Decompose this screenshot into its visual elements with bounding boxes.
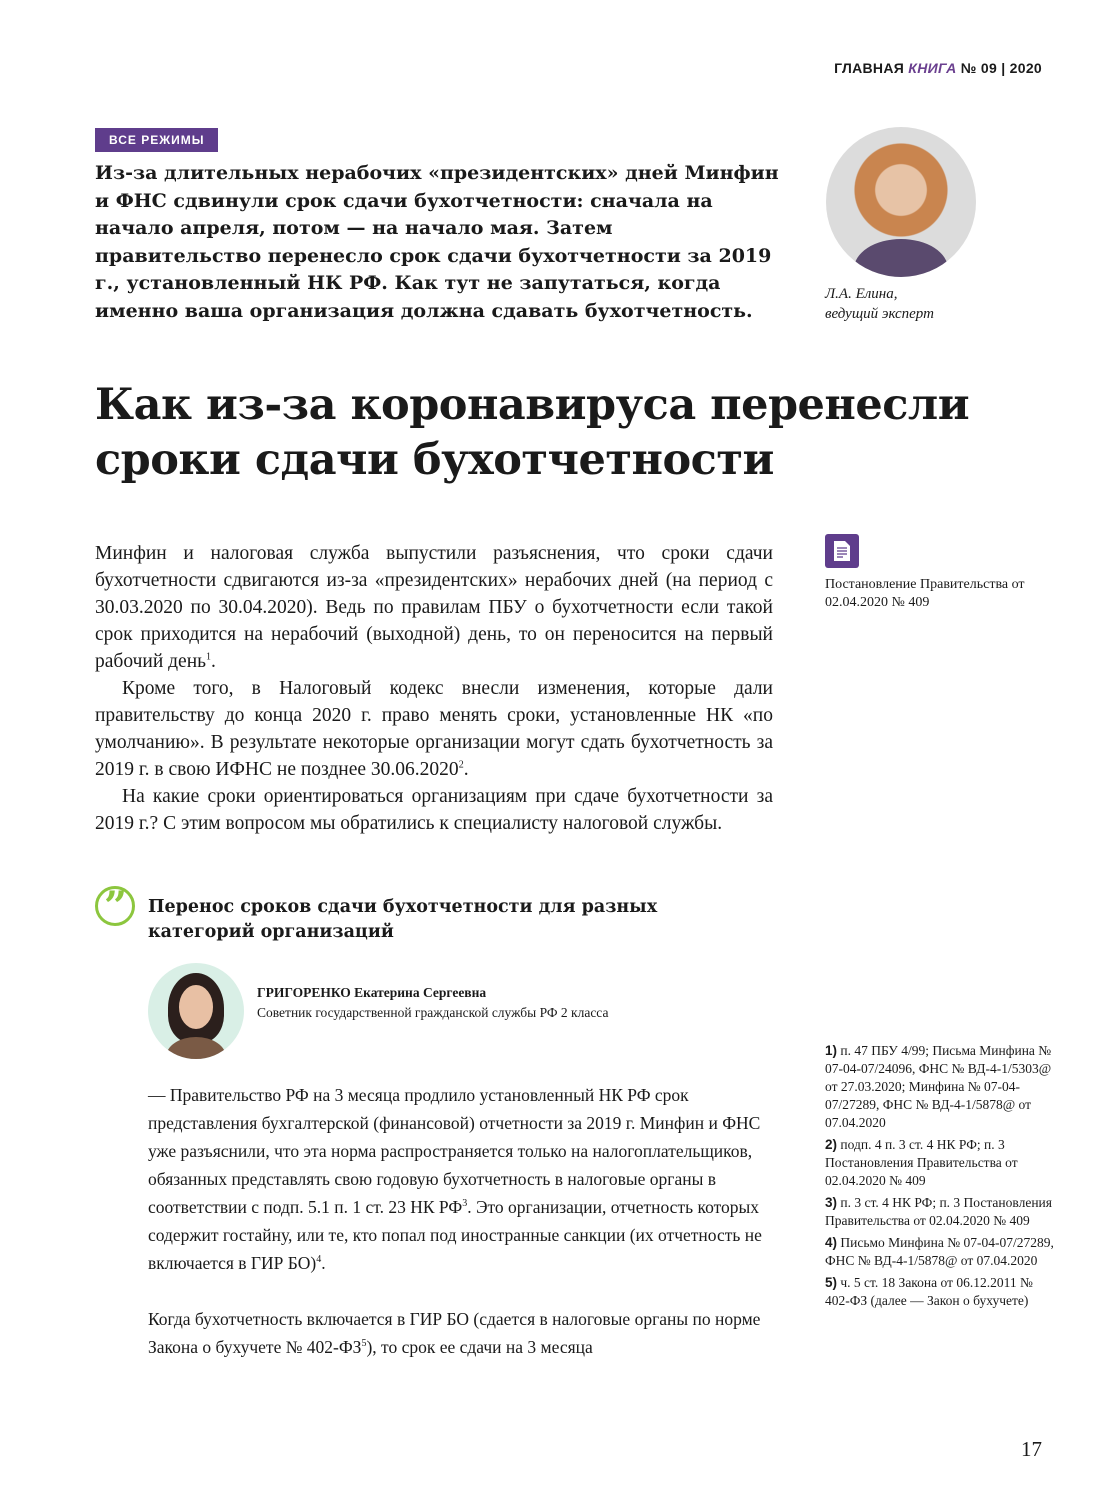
- footnote-number: 1): [825, 1043, 838, 1058]
- answer-text: Когда бухотчетность включается в ГИР БО (сдается в налоговые органы по норме Закона о бухучете № 402-ФЗ: [148, 1309, 761, 1357]
- footnote-text: п. 3 ст. 4 НК РФ; п. 3 Постановления Правительства от 02.04.2020 № 409: [825, 1195, 1052, 1228]
- footnote-ref-2[interactable]: 2: [458, 759, 464, 771]
- footnote: [825, 1234, 1055, 1270]
- expert-name: ГРИГОРЕНКО Екатерина Сергеевна: [257, 985, 487, 1000]
- footnote: [825, 1274, 1055, 1310]
- document-icon: [825, 534, 859, 568]
- footnote-ref-3[interactable]: 3: [462, 1198, 468, 1210]
- author-photo: [826, 127, 976, 277]
- magazine-name: ГЛАВНАЯ: [834, 60, 905, 76]
- footnote-number: 5): [825, 1275, 838, 1290]
- masthead: [834, 60, 1042, 76]
- body-text: .: [211, 651, 216, 672]
- expert-role: Советник государственной гражданской службы РФ 2 класса: [257, 1005, 609, 1020]
- footnote-number: 3): [825, 1195, 838, 1210]
- sidebar-document-note: Постановление Правительства от 02.04.2020 № 409: [825, 577, 1025, 610]
- issue-number: № 09 | 2020: [960, 60, 1042, 76]
- footnote-number: 2): [825, 1137, 838, 1152]
- footnote-text: подп. 4 п. 3 ст. 4 НК РФ; п. 3 Постановления Правительства от 02.04.2020 № 409: [825, 1137, 1018, 1188]
- answer-paragraph-2: [148, 1305, 766, 1361]
- footnote: [825, 1194, 1055, 1230]
- footnote: [825, 1042, 1055, 1132]
- footnote-ref-5[interactable]: 5: [361, 1338, 367, 1350]
- footnote-ref-1[interactable]: 1: [206, 651, 212, 663]
- magazine-name-accent: КНИГА: [908, 60, 957, 76]
- article-headline: Как из-за коронавируса перенесли сроки сдачи бухотчетности: [95, 380, 970, 485]
- body-paragraph-1: [95, 540, 773, 675]
- answer-text: ), то срок ее сдачи на 3 месяца: [366, 1337, 593, 1357]
- footnote-text: ч. 5 ст. 18 Закона от 06.12.2011 № 402-ФЗ (далее — Закон о бухучете): [825, 1275, 1033, 1308]
- category-tag: ВСЕ РЕЖИМЫ: [95, 128, 218, 152]
- article-body: [95, 540, 773, 837]
- author-role: ведущий эксперт: [825, 306, 934, 322]
- answer-paragraph-1: [148, 1081, 766, 1277]
- section-title: Перенос сроков сдачи бухотчетности для разных категорий организаций: [148, 897, 658, 942]
- footnotes: [825, 1042, 1055, 1314]
- footnote-ref-4[interactable]: 4: [316, 1254, 322, 1266]
- body-text: Минфин и налоговая служба выпустили разъяснения, что сроки сдачи бухотчетности сдвигаются из-за «президентских» нерабочих дней (на период с 30.03.2020 по 30.04.2020). Ведь по правилам ПБУ о бухотчетности если такой срок приходится на нерабочий (выходной) день, то он переносится на первый рабочий день: [95, 543, 773, 672]
- page-number: 17: [1021, 1437, 1042, 1461]
- footnote-text: Письмо Минфина № 07-04-07/27289, ФНС № ВД-4-1/5878@ от 07.04.2020: [825, 1235, 1054, 1268]
- footnote-text: п. 47 ПБУ 4/99; Письма Минфина № 07-04-07/24096, ФНС № ВД-4-1/5303@ от 27.03.2020; Минфина № 07-04-07/27289, ФНС № ВД-4-1/5878@ от 07.04.2020: [825, 1043, 1052, 1130]
- answer-text: — Правительство РФ на 3 месяца продлило установленный НК РФ срок представления бухгалтерской (финансовой) отчетности за 2019 г. Минфин и ФНС уже разъяснили, что эта норма распространяется только на налогоплательщиков, обязанных представлять свою годовую бухотчетность в налоговые органы в соответствии с подп. 5.1 п. 1 ст. 23 НК РФ: [148, 1085, 761, 1217]
- expert-photo: [148, 963, 244, 1059]
- body-text: Кроме того, в Налоговый кодекс внесли изменения, которые дали правительству до конца 2020 г. право менять сроки, установленные НК «по умолчанию». В результате некоторые организации могут сдать бухотчетность за 2019 г. в свою ИФНС не позднее 30.06.2020: [95, 678, 773, 780]
- answer-text: .: [321, 1253, 326, 1273]
- lead-paragraph: Из-за длительных нерабочих «президентских» дней Минфин и ФНС сдвинули срок сдачи бухотчетности: сначала на начало апреля, потом — на начало мая. Затем правительство перенесло срок сдачи бухотчетности за 2019 г., установленный НК РФ. Как тут не запутаться, когда именно ваша организация должна сдавать бухотчетность.: [95, 162, 779, 322]
- author-photo-shoulders: [854, 239, 948, 277]
- footnote: [825, 1136, 1055, 1190]
- footnote-number: 4): [825, 1235, 838, 1250]
- author-caption: [825, 284, 934, 324]
- quote-icon: ”: [95, 886, 135, 926]
- body-text: .: [463, 759, 469, 780]
- expert-answer: [148, 1081, 766, 1361]
- author-name: Л.А. Елина,: [825, 286, 898, 302]
- body-paragraph-3: На какие сроки ориентироваться организациям при сдаче бухотчетности за 2019 г.? С этим вопросом мы обратились к специалисту налоговой службы.: [95, 786, 773, 834]
- body-paragraph-2: [95, 675, 773, 783]
- answer-text: . Это организации, отчетность которых содержит гостайну, или те, кто попал под иностранные санкции (их отчетность не включается в ГИР БО): [148, 1197, 762, 1273]
